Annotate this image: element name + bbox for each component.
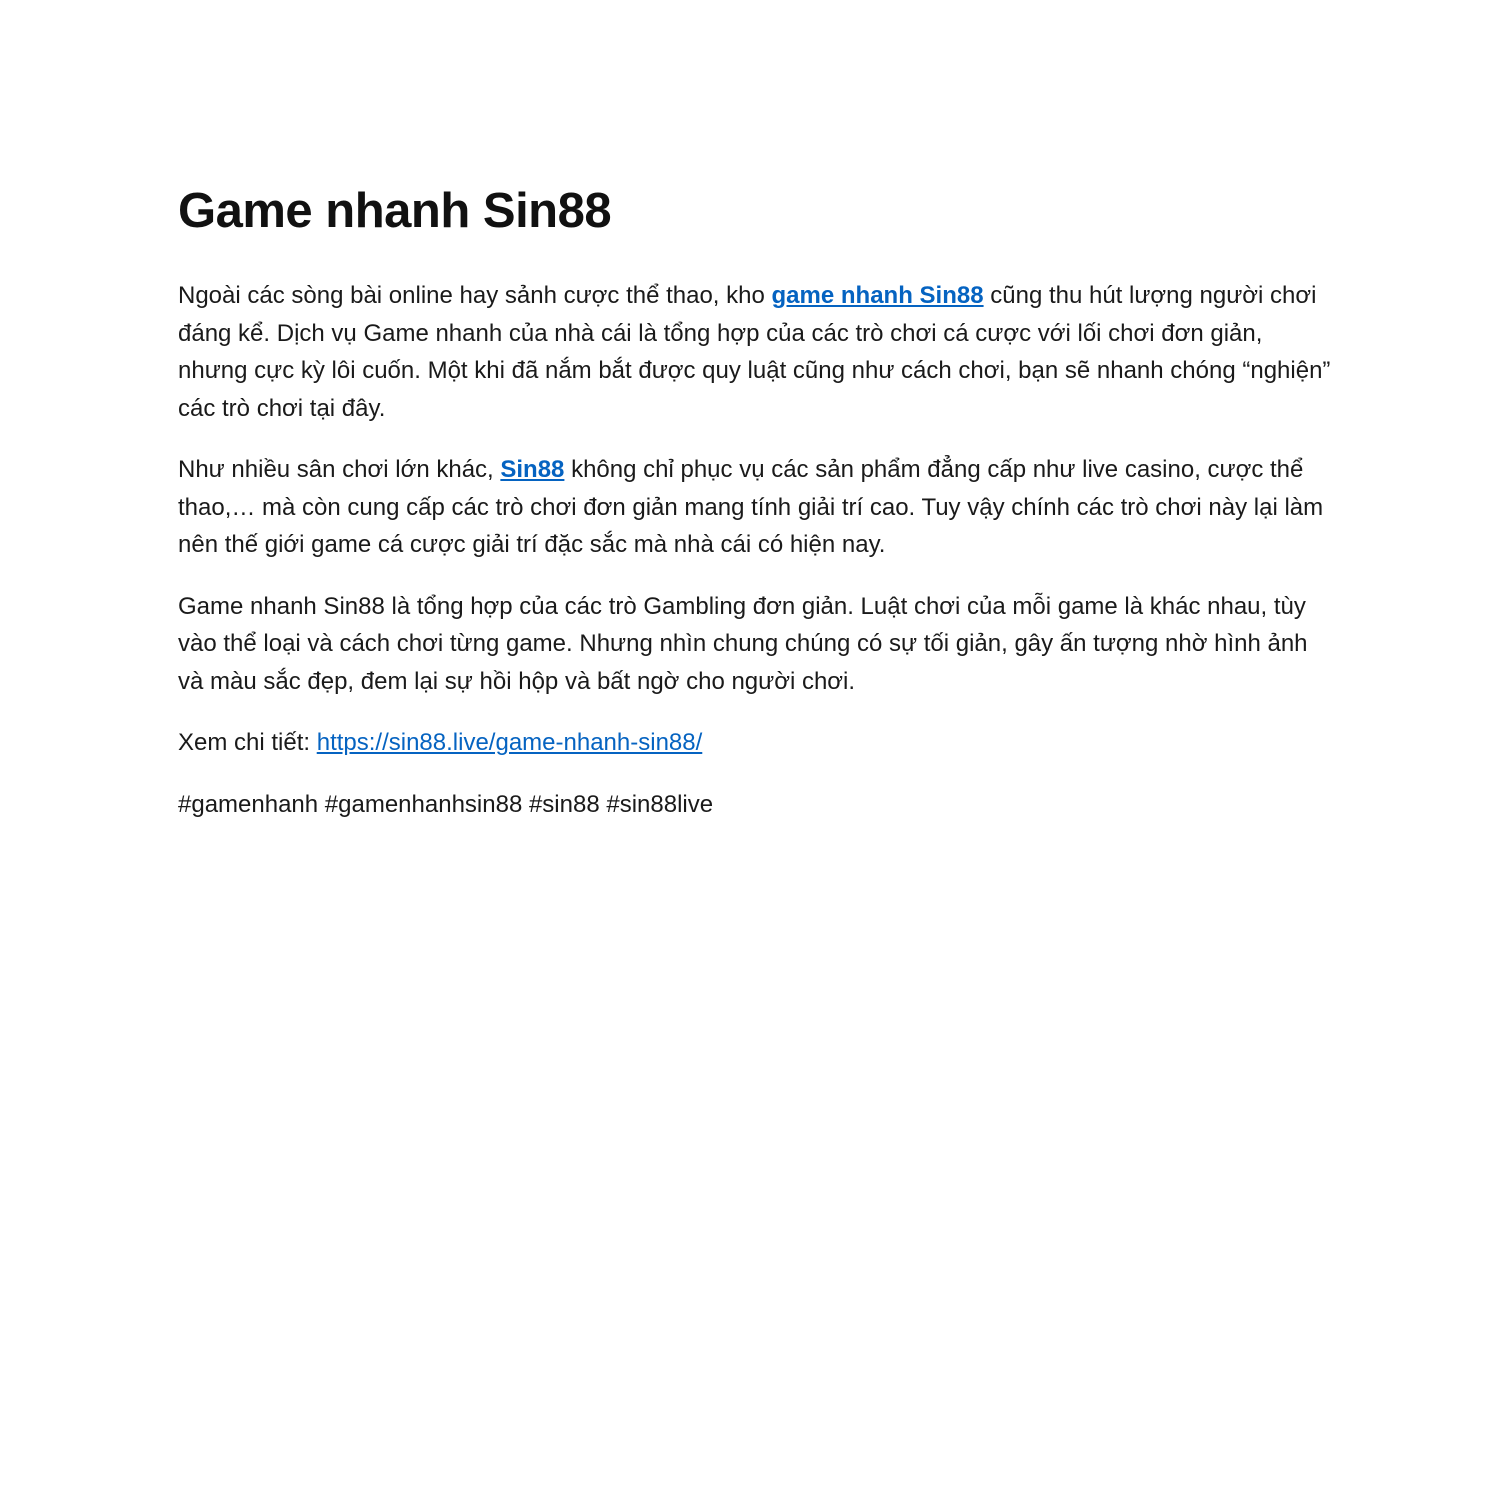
page-title: Game nhanh Sin88 bbox=[178, 184, 612, 238]
paragraph-hashtags bbox=[178, 786, 1333, 824]
paragraph-text: Xem chi tiết: bbox=[178, 729, 317, 756]
paragraph-products bbox=[178, 451, 1333, 564]
paragraph-text: Như nhiều sân chơi lớn khác, bbox=[178, 456, 501, 483]
paragraph-intro bbox=[178, 277, 1333, 427]
paragraph-text: không chỉ phục vụ các sản phẩm đẳng cấp như live casino, cược thể thao,… mà còn cung cấp các trò chơi đơn giản mang tính giải trí cao. Tuy vậy chính các trò chơi này lại làm nên thế giới game cá cược giải trí đặc sắc mà nhà cái có hiện nay. bbox=[178, 456, 1324, 558]
document-content bbox=[178, 183, 1333, 847]
inline-link-sin88[interactable]: Sin88 bbox=[500, 456, 565, 483]
paragraph-detail-link bbox=[178, 724, 1333, 762]
paragraph-text: Game nhanh Sin88 là tổng hợp của các trò Gambling đơn giản. Luật chơi của mỗi game là khác nhau, tùy vào thể loại và cách chơi từng game. Nhưng nhìn chung chúng có sự tối giản, gây ấn tượng nhờ hình ảnh và màu sắc đẹp, đem lại sự hồi hộp và bất ngờ cho người chơi. bbox=[178, 592, 1308, 695]
inline-link-game-nhanh-sin88[interactable]: game nhanh Sin88 bbox=[771, 282, 984, 309]
paragraph-text: cũng thu hút lượng người chơi đáng kể. Dịch vụ Game nhanh của nhà cái là tổng hợp của các trò chơi cá cược với lối chơi đơn giản, nhưng cực kỳ lôi cuốn. Một khi đã nắm bắt được quy luật cũng như cách chơi, bạn sẽ nhanh chóng “nghiện” các trò chơi tại đây. bbox=[178, 282, 1331, 422]
url-link-sin88-live[interactable]: https://sin88.live/game-nhanh-sin88/ bbox=[316, 729, 703, 756]
paragraph-text: Ngoài các sòng bài online hay sảnh cược thể thao, kho bbox=[178, 282, 772, 309]
hashtags-text: #gamenhanh #gamenhanhsin88 #sin88 #sin88live bbox=[178, 790, 714, 818]
paragraph-gambling bbox=[178, 588, 1333, 701]
